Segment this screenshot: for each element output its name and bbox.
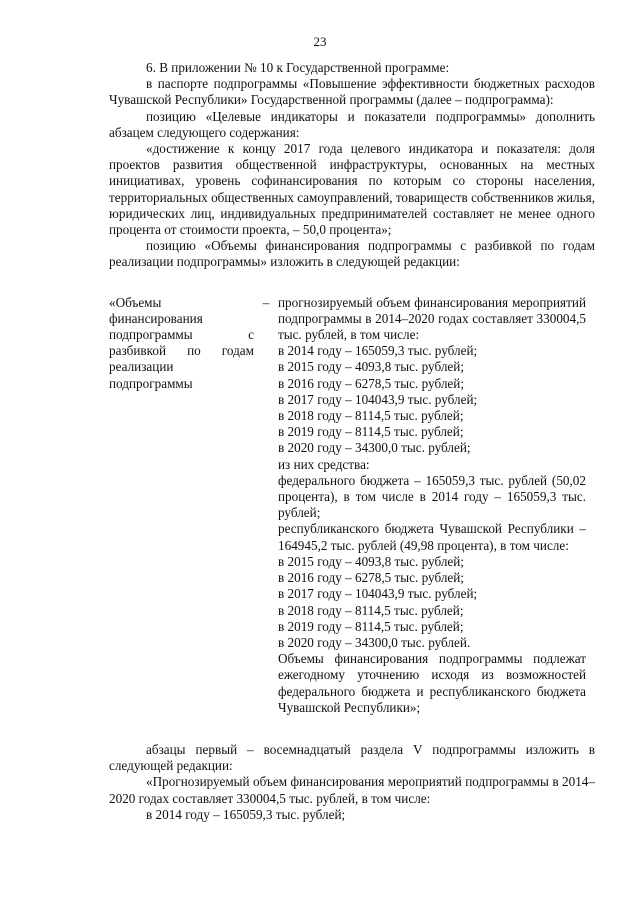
financing-table [109, 295, 595, 716]
paragraph-forecast: «Прогнозируемый объем финансирования мероприятий подпрограммы в 2014–2020 годах составляет 330004,5 тыс. рублей, в том числе: [109, 774, 595, 806]
financing-line: в 2019 году – 8114,5 тыс. рублей; [278, 424, 464, 440]
financing-line: в 2020 году – 34300,0 тыс. рублей; [278, 440, 471, 456]
paragraph-passport: в паспорте подпрограммы «Повышение эффективности бюджетных расходов Чувашской Республики» Государственной программы (далее – подпрограмма): [109, 76, 595, 108]
financing-line: в 2015 году – 4093,8 тыс. рублей; [278, 553, 464, 569]
spacer [109, 271, 595, 295]
financing-line: из них средства: [278, 456, 370, 472]
paragraph-item-6: 6. В приложении № 10 к Государственной программе: [146, 60, 450, 75]
financing-table-content [278, 295, 586, 716]
paragraph-2014: в 2014 году – 165059,3 тыс. рублей; [146, 806, 346, 822]
financing-line: в 2016 году – 6278,5 тыс. рублей; [278, 375, 464, 391]
spacer [109, 716, 595, 742]
financing-line: республиканского бюджета Чувашской Республики – 164945,2 тыс. рублей (49,98 процента), в том числе: [278, 521, 586, 553]
financing-line: в 2018 году – 8114,5 тыс. рублей; [278, 602, 464, 618]
financing-table-dash: – [262, 294, 270, 310]
financing-line: федерального бюджета – 165059,3 тыс. рублей (50,02 процента), в том числе в 2014 году – 165059,3 тыс. рублей; [278, 472, 586, 521]
paragraph-section-v: абзацы первый – восемнадцатый раздела V подпрограммы изложить в следующей редакции: [109, 741, 595, 774]
financing-line: в 2016 году – 6278,5 тыс. рублей; [278, 570, 464, 586]
financing-line: в 2017 году – 104043,9 тыс. рублей; [278, 586, 478, 602]
document-body [109, 60, 595, 823]
financing-line: в 2020 году – 34300,0 тыс. рублей. [278, 634, 471, 650]
financing-line: в 2017 году – 104043,9 тыс. рублей; [278, 391, 478, 407]
financing-line: в 2014 году – 165059,3 тыс. рублей; [278, 343, 478, 359]
financing-line: Объемы финансирования подпрограммы подлежат ежегодному уточнению исходя из возможностей федерального бюджета и республиканского бюджета Чувашской Республики»; [278, 651, 586, 715]
financing-line: в 2019 году – 8114,5 тыс. рублей; [278, 618, 464, 634]
page-number: 23 [313, 34, 327, 49]
paragraph-indicator-text: «достижение к концу 2017 года целевого индикатора и показателя: доля проектов развития общественной инфраструктуры, основанных на местных инициативах, уровень софинансирования по которым со стороны населения, территориальных общественных самоуправлений, товариществ собственников жилья, юридических лиц, индивидуальных предпринимателей составляет не менее одного процента от стоимости проекта, – 50,0 процента»; [109, 141, 595, 238]
financing-table-label: «Объемы финансирования подпрограммы с разбивкой по годам реализации подпрограммы [109, 294, 254, 391]
paragraph-financing-position: позицию «Объемы финансирования подпрограммы с разбивкой по годам реализации подпрограммы» изложить в следующей редакции: [109, 238, 595, 270]
paragraph-indicators: позицию «Целевые индикаторы и показатели подпрограммы» дополнить абзацем следующего содержания: [109, 108, 595, 140]
financing-line: в 2015 году – 4093,8 тыс. рублей; [278, 359, 464, 375]
financing-line: прогнозируемый объем финансирования мероприятий подпрограммы в 2014–2020 годах составляет 330004,5 тыс. рублей, в том числе: [278, 294, 586, 343]
financing-line: в 2018 году – 8114,5 тыс. рублей; [278, 408, 464, 424]
